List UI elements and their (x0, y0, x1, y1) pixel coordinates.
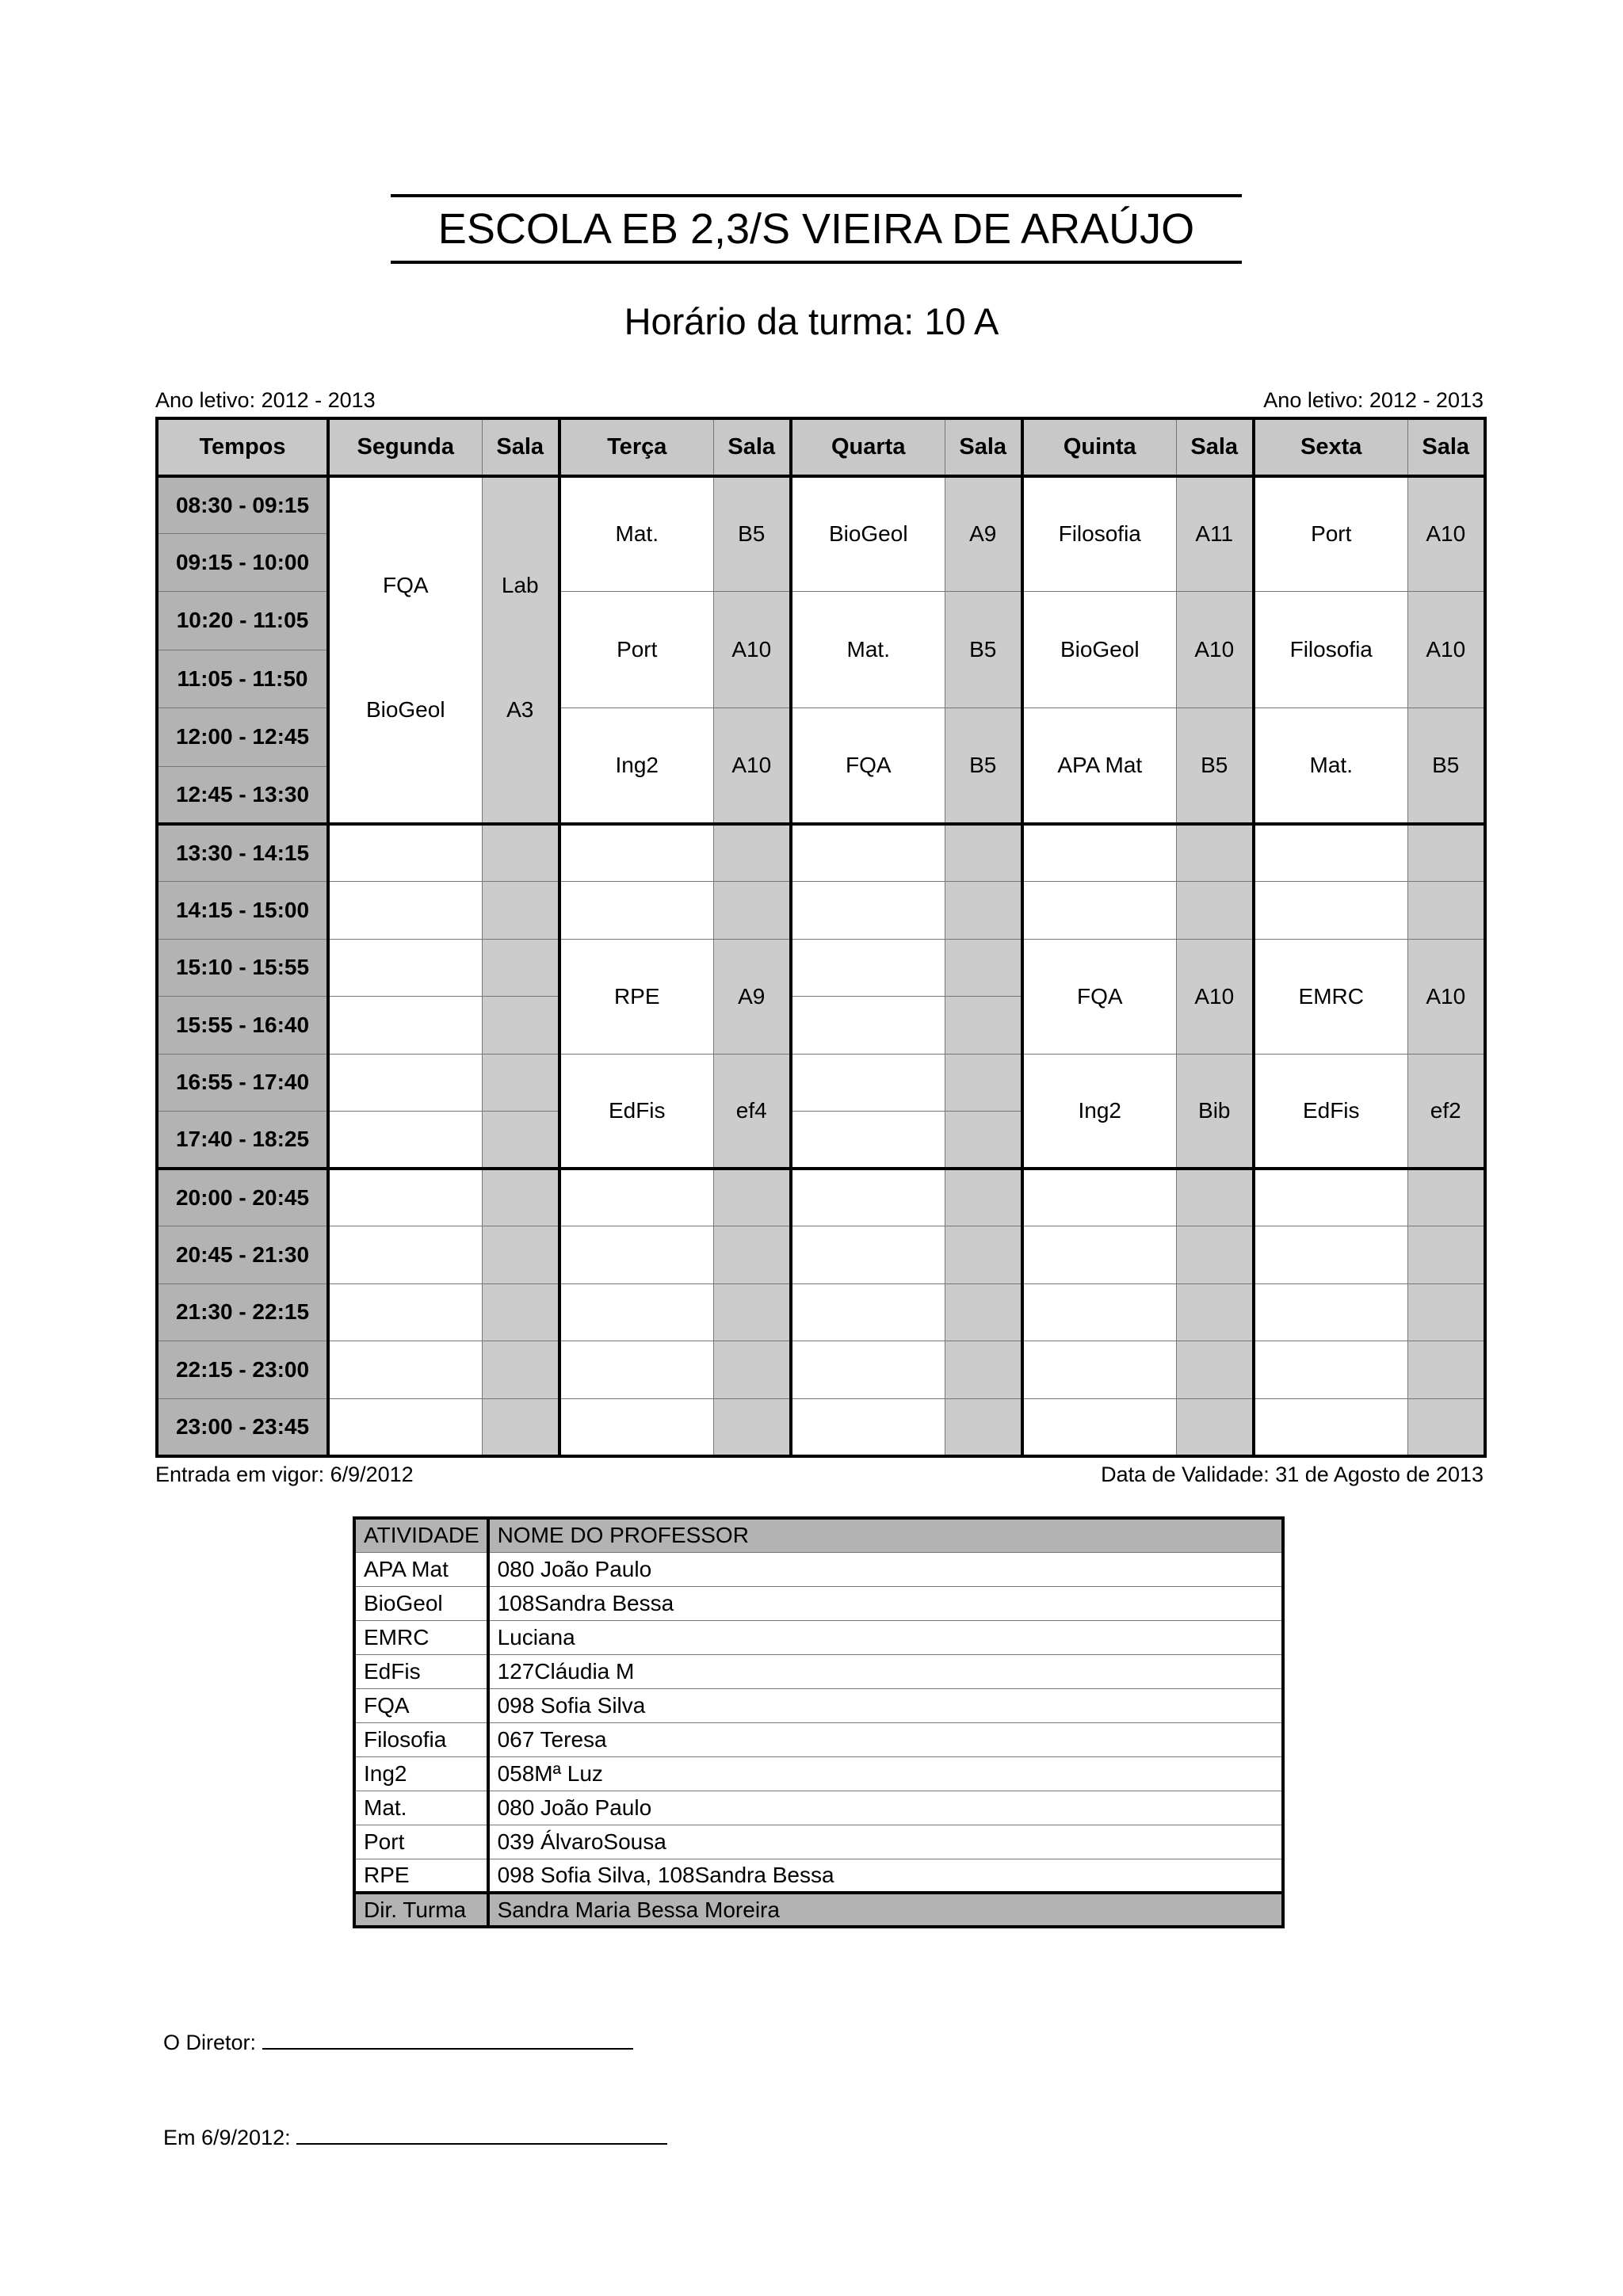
header-terca: Terça (559, 418, 713, 476)
table-row (354, 1756, 1283, 1791)
wednesday-subject: FQA (791, 707, 945, 824)
wednesday-room: B5 (945, 591, 1022, 707)
table-row (157, 1169, 1485, 1226)
table-row (354, 1722, 1283, 1756)
activity-cell: APA Mat (354, 1552, 488, 1586)
time-slot: 11:05 - 11:50 (157, 650, 328, 708)
tuesday-room: B5 (713, 476, 791, 591)
school-title: ESCOLA EB 2,3/S VIEIRA DE ARAÚJO (391, 194, 1242, 264)
thursday-subject: BioGeol (1022, 591, 1176, 707)
empty-cell (328, 882, 482, 940)
tuesday-room: ef4 (713, 1054, 791, 1169)
empty-cell (1176, 882, 1254, 940)
em-date-label: Em 6/9/2012: (163, 2126, 291, 2149)
empty-cell (482, 1398, 559, 1456)
empty-cell (1254, 882, 1407, 940)
table-row (157, 1398, 1485, 1456)
table-row (354, 1825, 1283, 1859)
empty-cell (559, 1398, 713, 1456)
table-row (157, 1054, 1485, 1112)
friday-room: A10 (1407, 476, 1485, 591)
friday-subject: Mat. (1254, 707, 1407, 824)
empty-cell (1022, 882, 1176, 940)
teacher-cell: 108Sandra Bessa (488, 1586, 1283, 1620)
time-slot: 15:10 - 15:55 (157, 939, 328, 997)
empty-cell (791, 1226, 945, 1284)
empty-cell (1407, 882, 1485, 940)
time-slot: 14:15 - 15:00 (157, 882, 328, 940)
activity-cell: EMRC (354, 1620, 488, 1654)
director-signature (163, 2031, 633, 2055)
empty-cell (482, 997, 559, 1055)
empty-cell (1022, 824, 1176, 882)
time-slot: 08:30 - 09:15 (157, 476, 328, 534)
empty-cell (559, 882, 713, 940)
empty-cell (1022, 1341, 1176, 1399)
activity-cell: RPE (354, 1859, 488, 1893)
thursday-subject: FQA (1022, 939, 1176, 1054)
empty-cell (1176, 1226, 1254, 1284)
empty-cell (1176, 1341, 1254, 1399)
director-signature-line[interactable] (262, 2048, 633, 2050)
tuesday-subject: Port (559, 591, 713, 707)
empty-cell (1407, 1398, 1485, 1456)
entrada-em-vigor: Entrada em vigor: 6/9/2012 (155, 1463, 414, 1486)
date-signature-line[interactable] (296, 2143, 667, 2145)
empty-cell (482, 882, 559, 940)
empty-cell (482, 939, 559, 997)
empty-cell (1176, 1283, 1254, 1341)
empty-cell (791, 1341, 945, 1399)
empty-cell (1022, 1169, 1176, 1226)
empty-cell (1176, 1169, 1254, 1226)
teachers-header-row (354, 1518, 1283, 1552)
thursday-room: A11 (1176, 476, 1254, 591)
friday-subject: Filosofia (1254, 591, 1407, 707)
teacher-cell: 080 João Paulo (488, 1791, 1283, 1825)
teacher-cell: Luciana (488, 1620, 1283, 1654)
table-row (354, 1586, 1283, 1620)
date-signature (163, 2126, 667, 2150)
table-row (354, 1654, 1283, 1688)
teacher-cell: 080 João Paulo (488, 1552, 1283, 1586)
empty-cell (482, 824, 559, 882)
time-slot: 12:45 - 13:30 (157, 767, 328, 825)
activity-cell: BioGeol (354, 1586, 488, 1620)
empty-cell (559, 1169, 713, 1226)
empty-cell (1254, 1398, 1407, 1456)
activity-cell: Port (354, 1825, 488, 1859)
time-slot: 16:55 - 17:40 (157, 1054, 328, 1112)
empty-cell (945, 882, 1022, 940)
dir-turma-name: Sandra Maria Bessa Moreira (488, 1893, 1283, 1927)
empty-cell (791, 997, 945, 1055)
empty-cell (713, 1283, 791, 1341)
empty-cell (945, 939, 1022, 997)
empty-cell (945, 1112, 1022, 1169)
friday-subject: Port (1254, 476, 1407, 591)
empty-cell (945, 1226, 1022, 1284)
time-slot: 17:40 - 18:25 (157, 1112, 328, 1169)
empty-cell (1407, 1283, 1485, 1341)
header-sala: Sala (713, 418, 791, 476)
time-slot: 09:15 - 10:00 (157, 534, 328, 592)
friday-room: B5 (1407, 707, 1485, 824)
time-slot: 20:45 - 21:30 (157, 1226, 328, 1284)
empty-cell (1407, 824, 1485, 882)
empty-cell (791, 882, 945, 940)
empty-cell (559, 1283, 713, 1341)
teacher-cell: 058Mª Luz (488, 1756, 1283, 1791)
friday-room: A10 (1407, 939, 1485, 1054)
empty-cell (482, 1226, 559, 1284)
teacher-cell: 098 Sofia Silva, 108Sandra Bessa (488, 1859, 1283, 1893)
monday-subject-2: BioGeol (365, 697, 445, 722)
wednesday-room: A9 (945, 476, 1022, 591)
thursday-room: A10 (1176, 591, 1254, 707)
time-slot: 10:20 - 11:05 (157, 591, 328, 650)
empty-cell (1254, 1283, 1407, 1341)
teacher-cell: 127Cláudia M (488, 1654, 1283, 1688)
friday-room: A10 (1407, 591, 1485, 707)
empty-cell (1407, 1341, 1485, 1399)
header-sala: Sala (482, 418, 559, 476)
empty-cell (945, 824, 1022, 882)
tuesday-subject: RPE (559, 939, 713, 1054)
empty-cell (559, 1226, 713, 1284)
empty-cell (328, 997, 482, 1055)
monday-room-cell (482, 476, 559, 824)
activity-cell: FQA (354, 1688, 488, 1722)
wednesday-subject: BioGeol (791, 476, 945, 591)
empty-cell (713, 1226, 791, 1284)
empty-cell (328, 1169, 482, 1226)
empty-cell (482, 1112, 559, 1169)
monday-subject-cell (328, 476, 482, 824)
ano-letivo-left: Ano letivo: 2012 - 2013 (155, 388, 376, 412)
empty-cell (559, 1341, 713, 1399)
time-slot: 13:30 - 14:15 (157, 824, 328, 882)
time-slot: 15:55 - 16:40 (157, 997, 328, 1055)
empty-cell (945, 1169, 1022, 1226)
empty-cell (791, 824, 945, 882)
empty-cell (791, 939, 945, 997)
empty-cell (1176, 824, 1254, 882)
time-slot: 20:00 - 20:45 (157, 1169, 328, 1226)
empty-cell (482, 1054, 559, 1112)
empty-cell (1022, 1226, 1176, 1284)
tuesday-room: A10 (713, 707, 791, 824)
table-row (354, 1552, 1283, 1586)
wednesday-subject: Mat. (791, 591, 945, 707)
time-slot: 21:30 - 22:15 (157, 1283, 328, 1341)
monday-room-2: A3 (506, 697, 534, 722)
tuesday-subject: EdFis (559, 1054, 713, 1169)
table-row (157, 1341, 1485, 1399)
tuesday-room: A10 (713, 591, 791, 707)
table-row (157, 939, 1485, 997)
empty-cell (713, 824, 791, 882)
header-atividade: ATIVIDADE (354, 1518, 488, 1552)
empty-cell (482, 1283, 559, 1341)
data-de-validade: Data de Validade: 31 de Agosto de 2013 (1101, 1463, 1484, 1486)
thursday-room: Bib (1176, 1054, 1254, 1169)
empty-cell (791, 1054, 945, 1112)
empty-cell (1407, 1169, 1485, 1226)
thursday-subject: Filosofia (1022, 476, 1176, 591)
empty-cell (559, 824, 713, 882)
time-slot: 22:15 - 23:00 (157, 1341, 328, 1399)
activity-cell: Filosofia (354, 1722, 488, 1756)
dir-turma-row (354, 1893, 1283, 1927)
monday-room-1: Lab (501, 573, 539, 597)
class-title: Horário da turma: 10 A (624, 300, 999, 342)
header-sala: Sala (1407, 418, 1485, 476)
tuesday-room: A9 (713, 939, 791, 1054)
empty-cell (1022, 1398, 1176, 1456)
empty-cell (482, 1169, 559, 1226)
header-sala: Sala (945, 418, 1022, 476)
thursday-subject: APA Mat (1022, 707, 1176, 824)
tuesday-subject: Ing2 (559, 707, 713, 824)
header-row (157, 418, 1485, 476)
empty-cell (328, 1054, 482, 1112)
empty-cell (328, 939, 482, 997)
dir-turma-label: Dir. Turma (354, 1893, 488, 1927)
table-row (157, 882, 1485, 940)
empty-cell (945, 1341, 1022, 1399)
activity-cell: Mat. (354, 1791, 488, 1825)
thursday-room: A10 (1176, 939, 1254, 1054)
empty-cell (945, 997, 1022, 1055)
empty-cell (713, 1341, 791, 1399)
activity-cell: EdFis (354, 1654, 488, 1688)
table-row (157, 1283, 1485, 1341)
empty-cell (945, 1398, 1022, 1456)
empty-cell (482, 1341, 559, 1399)
monday-subject-1: FQA (382, 573, 429, 597)
table-row (157, 476, 1485, 534)
table-row (157, 824, 1485, 882)
empty-cell (328, 824, 482, 882)
empty-cell (713, 882, 791, 940)
director-label: O Diretor: (163, 2031, 257, 2054)
wednesday-room: B5 (945, 707, 1022, 824)
friday-subject: EdFis (1254, 1054, 1407, 1169)
empty-cell (945, 1283, 1022, 1341)
empty-cell (328, 1283, 482, 1341)
thursday-subject: Ing2 (1022, 1054, 1176, 1169)
empty-cell (791, 1169, 945, 1226)
time-slot: 23:00 - 23:45 (157, 1398, 328, 1456)
empty-cell (1407, 1226, 1485, 1284)
empty-cell (1254, 1341, 1407, 1399)
table-row (157, 1226, 1485, 1284)
empty-cell (1254, 1169, 1407, 1226)
teachers-table (353, 1516, 1285, 1928)
table-row (354, 1791, 1283, 1825)
empty-cell (945, 1054, 1022, 1112)
empty-cell (328, 1112, 482, 1169)
empty-cell (1254, 824, 1407, 882)
empty-cell (791, 1398, 945, 1456)
header-sala: Sala (1176, 418, 1254, 476)
empty-cell (328, 1398, 482, 1456)
ano-letivo-right: Ano letivo: 2012 - 2013 (1263, 388, 1484, 412)
teacher-cell: 039 ÁlvaroSousa (488, 1825, 1283, 1859)
empty-cell (713, 1398, 791, 1456)
empty-cell (1254, 1226, 1407, 1284)
activity-cell: Ing2 (354, 1756, 488, 1791)
header-sexta: Sexta (1254, 418, 1407, 476)
time-slot: 12:00 - 12:45 (157, 707, 328, 767)
empty-cell (791, 1112, 945, 1169)
teacher-cell: 098 Sofia Silva (488, 1688, 1283, 1722)
empty-cell (713, 1169, 791, 1226)
friday-room: ef2 (1407, 1054, 1485, 1169)
table-row (354, 1688, 1283, 1722)
schedule-table (155, 417, 1487, 1458)
header-quinta: Quinta (1022, 418, 1176, 476)
table-row (354, 1859, 1283, 1893)
table-row (354, 1620, 1283, 1654)
empty-cell (791, 1283, 945, 1341)
thursday-room: B5 (1176, 707, 1254, 824)
header-quarta: Quarta (791, 418, 945, 476)
header-tempos: Tempos (157, 418, 328, 476)
empty-cell (1176, 1398, 1254, 1456)
empty-cell (328, 1341, 482, 1399)
teacher-cell: 067 Teresa (488, 1722, 1283, 1756)
friday-subject: EMRC (1254, 939, 1407, 1054)
header-nome-professor: NOME DO PROFESSOR (488, 1518, 1283, 1552)
empty-cell (1022, 1283, 1176, 1341)
header-segunda: Segunda (328, 418, 482, 476)
empty-cell (328, 1226, 482, 1284)
tuesday-subject: Mat. (559, 476, 713, 591)
